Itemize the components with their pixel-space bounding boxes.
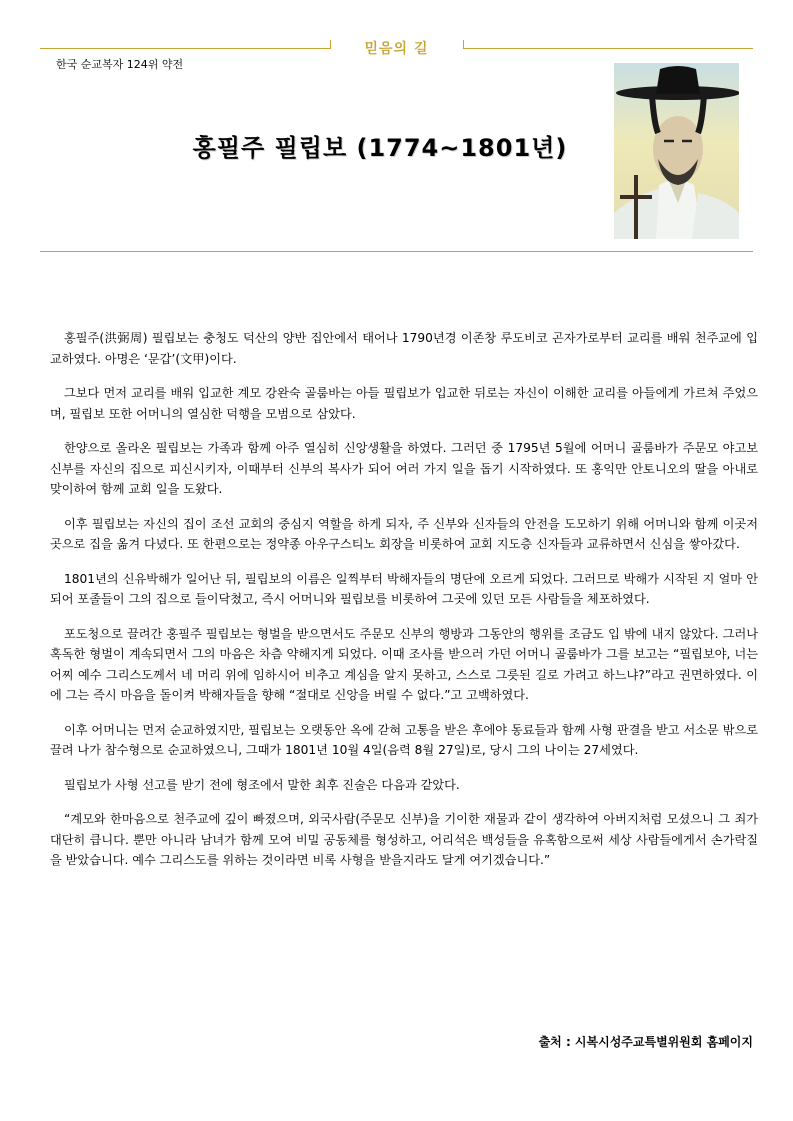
- series-subtitle: 한국 순교복자 124위 약전: [56, 58, 184, 71]
- paragraph: 홍필주(洪弼周) 필립보는 충청도 덕산의 양반 집안에서 태어나 1790년경 이존창 루도비코 곤자가로부터 교리를 배워 천주교에 입교하였다. 아명은 ‘문갑’(文甲)이다.: [50, 331, 758, 366]
- paragraph: 포도청으로 끌려간 홍필주 필립보는 형벌을 받으면서도 주문모 신부의 행방과 그동안의 행위를 조금도 입 밖에 내지 않았다. 그러나 혹독한 형벌이 계속되면서 그의 마음은 차츰 약해지게 되었다. 이때 조사를 받으러 가던 어머니 골룸바가 그를 보고는 “필립보야, 너는 어찌 예수 그리스도께서 네 머리 위에 임하시어 비추고 계심을 알지 못하고, 스스로 그릇된 길로 가려고 하느냐?”라고 권면하였다. 이에 그는 즉시 마음을 돌이켜 박해자들을 향해 “절대로 신앙을 버릴 수 없다.”고 고백하였다.: [50, 626, 758, 702]
- paragraph: 필립보가 사형 선고를 받기 전에 형조에서 말한 최후 진술은 다음과 같았다.: [64, 777, 460, 792]
- paragraph: 한양으로 올라온 필립보는 가족과 함께 아주 열심히 신앙생활을 하였다. 그러던 중 1795년 5월에 어머니 골룸바가 주문모 야고보 신부를 자신의 집으로 피신시키자, 이때부터 신부의 복사가 되어 여러 가지 일을 돕기 시작하였다. 또 홍익만 안토니오의 딸을 아내로 맞이하여 함께 교회 일을 도왔다.: [50, 441, 758, 496]
- header-rule-left: [40, 48, 330, 49]
- section-title: 믿음의 길: [364, 41, 429, 57]
- portrait-cross-horizontal: [620, 195, 652, 199]
- page-title: 홍필주 필립보 (1774~1801년): [192, 134, 568, 162]
- paragraph: “계모와 한마음으로 천주교에 깊이 빠졌으며, 외국사람(주문모 신부)을 기이한 재물과 같이 생각하여 아버지처럼 모셨으니 그 죄가 대단히 큽니다. 뿐만 아니라 남녀가 함께 모여 비밀 공동체를 형성하고, 어리석은 백성들을 유혹함으로써 세상 사람들에게서 손가락질을 받았습니다. 예수 그리스도를 위하는 것이라면 비록 사형을 받을지라도 달게 여기겠습니다.”: [50, 812, 758, 867]
- portrait-face: [653, 116, 703, 182]
- paragraph: 그보다 먼저 교리를 배워 입교한 계모 강완숙 골룸바는 아들 필립보가 입교한 뒤로는 자신이 이해한 교리를 아들에게 가르쳐 주었으며, 필립보 또한 어머니의 열심한 덕행을 모범으로 삼았다.: [50, 386, 758, 421]
- header-bottom-rule: [40, 251, 753, 252]
- article-body: [50, 328, 758, 885]
- source-credit: 출처 : 시복시성주교특별위원회 홈페이지: [538, 1035, 753, 1049]
- header-rule-right: [463, 48, 753, 49]
- portrait-hat-crown: [656, 66, 700, 94]
- paragraph: 1801년의 신유박해가 일어난 뒤, 필립보의 이름은 일찍부터 박해자들의 명단에 오르게 되었다. 그러므로 박해가 시작된 지 얼마 안되어 포졸들이 그의 집으로 들이닥쳤고, 즉시 어머니와 필립보를 비롯하여 그곳에 있던 모든 사람들을 체포하였다.: [50, 571, 758, 606]
- paragraph: 이후 어머니는 먼저 순교하였지만, 필립보는 오랫동안 옥에 갇혀 고통을 받은 후에야 동료들과 함께 사형 판결을 받고 서소문 밖으로 끌려 나가 참수형으로 순교하였으니, 그때가 1801년 10월 4일(음력 8월 27일)로, 당시 그의 나이는 27세였다.: [50, 722, 758, 757]
- portrait-icon: [614, 63, 739, 239]
- portrait-cross-vertical: [634, 175, 638, 239]
- paragraph: 이후 필립보는 자신의 집이 조선 교회의 중심지 역할을 하게 되자, 주 신부와 신자들의 안전을 도모하기 위해 어머니와 함께 이곳저곳으로 집을 옮겨 다녔다. 또 한편으로는 정약종 아우구스티노 회장을 비롯하여 교회 지도층 신자들과 교류하면서 신심을 쌓아갔다.: [50, 516, 758, 551]
